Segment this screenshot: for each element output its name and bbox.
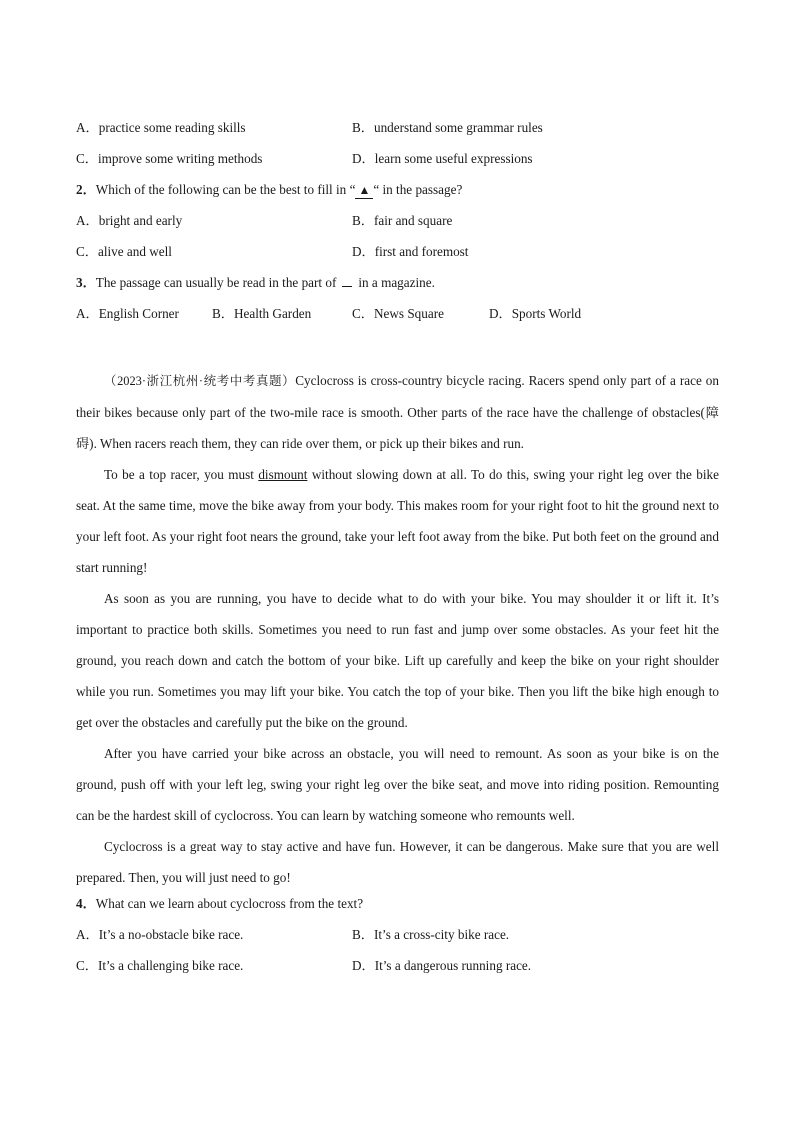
q1-option-a[interactable]: A．practice some reading skills (76, 120, 246, 135)
q3-option-c[interactable]: C．News Square (352, 306, 444, 321)
q2-stem-before: Which of the following can be the best to fill in “ (95, 182, 356, 197)
q3-number: 3． (76, 275, 96, 290)
q2-stem (76, 179, 719, 210)
answer-blank (342, 273, 352, 287)
passage-source: （2023·浙江杭州·统考中考真题） (104, 374, 296, 388)
q4-option-c[interactable]: C．It’s a challenging bike race. (76, 958, 244, 973)
q4-stem (76, 893, 719, 924)
q4-stem-text: What can we learn about cyclocross from the text? (95, 896, 364, 911)
passage-paragraph-5: Cyclocross is a great way to stay active and have fun. However, it can be dangerous. Make sure that you are well prepared. Then, you will just need to go! (76, 839, 719, 885)
q4-options-row-1 (76, 924, 719, 955)
passage-paragraph-4: After you have carried your bike across an obstacle, you will need to remount. As soon as your bike is on the ground, push off with your left leg, swing your right leg over the bike seat, and move into riding position. Remounting can be the hardest skill of cyclocross. You can learn by watching someone who remounts well. (76, 746, 719, 823)
q4-number: 4． (76, 896, 96, 911)
q2-option-a[interactable]: A．bright and early (76, 213, 183, 228)
q3-stem (76, 272, 719, 303)
q1-options-row-1 (76, 117, 719, 148)
q4-option-a[interactable]: A．It’s a no-obstacle bike race. (76, 927, 244, 942)
q4-option-d[interactable]: D．It’s a dangerous running race. (352, 958, 532, 973)
q2-option-d[interactable]: D．first and foremost (352, 244, 469, 259)
q2-options-row-1 (76, 210, 719, 241)
passage-paragraph-3: As soon as you are running, you have to decide what to do with your bike. You may shoulder it or lift it. It’s important to practice both skills. Sometimes you need to run fast and jump over some obstacles. As your feet hit the ground, you reach down and catch the bottom of your bike. Lift up carefully and keep the bike on your right shoulder while you run. Sometimes you may lift your bike. You catch the top of your bike. Then you lift the bike high enough to get over the obstacles and carefully put the bike on the ground. (76, 591, 719, 730)
passage-paragraph-1: （2023·浙江杭州·统考中考真题）Cyclocross is cross-country bicycle racing. Racers spend only part of a race on their bikes because only part of the two-mile race is smooth. Other parts of the race have the challenge of obstacles(障碍). When racers reach them, they can ride over them, or pick up their bikes and run. (76, 373, 719, 451)
q2-options-row-2 (76, 241, 719, 272)
q2-stem-after: “ in the passage? (373, 182, 463, 197)
q2-option-c[interactable]: C．alive and well (76, 244, 172, 259)
q3-option-b[interactable]: B．Health Garden (212, 306, 312, 321)
q4-option-b[interactable]: B．It’s a cross-city bike race. (352, 927, 510, 942)
q1-option-d[interactable]: D．learn some useful expressions (352, 151, 533, 166)
q1-option-b[interactable]: B．understand some grammar rules (352, 120, 543, 135)
q3-option-d[interactable]: D．Sports World (489, 306, 582, 321)
q3-options-row (76, 303, 719, 334)
q3-stem-after: in a magazine. (358, 275, 435, 290)
q2-option-b[interactable]: B．fair and square (352, 213, 453, 228)
worksheet-page (76, 117, 719, 986)
section-spacer (76, 334, 719, 365)
underlined-word: dismount (258, 467, 308, 482)
q1-option-c[interactable]: C．improve some writing methods (76, 151, 263, 166)
q1-options-row-2 (76, 148, 719, 179)
q3-stem-before: The passage can usually be read in the part of (95, 275, 337, 290)
q4-options-row-2 (76, 955, 719, 986)
triangle-mark-icon: ▲ (355, 183, 373, 199)
q3-option-a[interactable]: A．English Corner (76, 306, 179, 321)
passage-paragraph-2: To be a top racer, you must dismount without slowing down at all. To do this, swing your right leg over the bike seat. At the same time, move the bike away from your body. This makes room for your right foot to hit the ground next to your left foot. As your right foot nears the ground, take your left foot away from the bike. Put both feet on the ground and start running! (76, 467, 719, 575)
q2-number: 2． (76, 182, 96, 197)
